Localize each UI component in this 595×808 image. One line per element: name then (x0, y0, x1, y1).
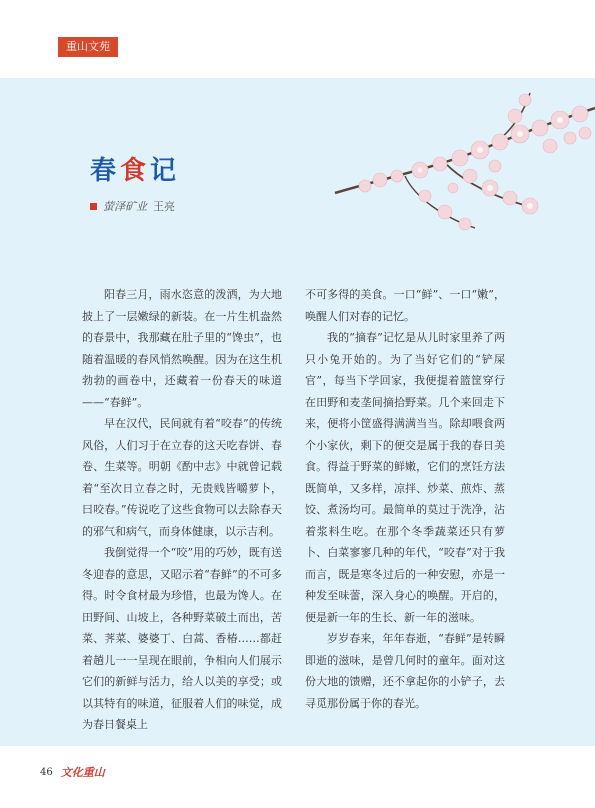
left-column (82, 284, 282, 736)
author-affiliation: 萤泽矿业 (103, 200, 147, 213)
paragraph: 早在汉代，民间就有着“咬春”的传统风俗，人们习于在立春的这天吃春饼、春卷、生菜等。明朝《酌中志》中就曾记载着“至次日立春之时，无贵贱皆嚼萝卜，曰咬春。”传说吃了这些食物可以去除春天的邪气和病气，而身体健康，以示吉利。 (82, 417, 282, 538)
title-char-3: 记 (150, 156, 181, 186)
magazine-logo: 文化重山 (60, 766, 105, 779)
title-char-2: 食 (120, 156, 151, 186)
right-column (305, 284, 505, 714)
square-bullet-icon (90, 203, 97, 210)
paragraph: 阳春三月，雨水恣意的泼洒，为大地披上了一层嫩绿的新装。在一片生机盎然的春景中，我那藏在肚子里的“馋虫”，也随着温暖的春风悄然唤醒。因为在这生机勃勃的画卷中，还藏着一份春天的味道——“春鲜”。 (82, 288, 282, 409)
author-name: 王亮 (153, 200, 175, 213)
byline (90, 198, 175, 214)
paragraph: 不可多得的美食。一口“鲜”、一口“嫩”，唤醒人们对春的记忆。 (305, 288, 505, 323)
paragraph: 我倒觉得一个“咬”用的巧妙，既有送冬迎春的意思，又昭示着“春鲜”的不可多得。时令食材最为珍惜，也最为馋人。在田野间、山坡上，各种野菜破土而出，苦菜、荠菜、婆婆丁、白蒿、香椿……都赶着趟儿一一呈现在眼前，争相向人们展示它们的新鲜与活力，给人以美的享受；或以其特有的味道，征服着人们的味觉，成为春日餐桌上 (82, 546, 282, 731)
page-number: 46 (40, 766, 53, 778)
article-title (90, 150, 180, 187)
paragraph: 岁岁春来，年年春逝，“春鲜”是转瞬即逝的滋味，是曾几何时的童年。面对这份大地的馈赠，还不拿起你的小铲子，去寻觅那份属于你的春光。 (305, 632, 505, 710)
section-tag: 重山文苑 (58, 37, 118, 57)
paragraph: 我的“摘春”记忆是从儿时家里养了两只小兔开始的。为了当好它们的“铲屎官”，每当下学回家，我便提着篮筐穿行在田野和麦垄间摘拾野菜。几个来回走下来，便将小筐盛得满满当当。除却喂食两个小家伙，剩下的便交是属于我的春日美食。得益于野菜的鲜嫩，它们的烹饪方法既简单，又多样，凉拌、炒菜、煎炸、蒸饺、煮汤均可。最简单的莫过于洗净，沾着浆料生吃。在那个冬季蔬菜还只有萝卜、白菜寥寥几种的年代，“咬春”对于我而言，既是寒冬过后的一种安慰，亦是一种发至味蕾，深入身心的唤醒。开启的，便是新一年的生长、新一年的滋味。 (305, 331, 505, 624)
page-footer (40, 764, 105, 780)
cherry-blossom-illustration (325, 88, 595, 238)
title-char-1: 春 (90, 156, 121, 186)
